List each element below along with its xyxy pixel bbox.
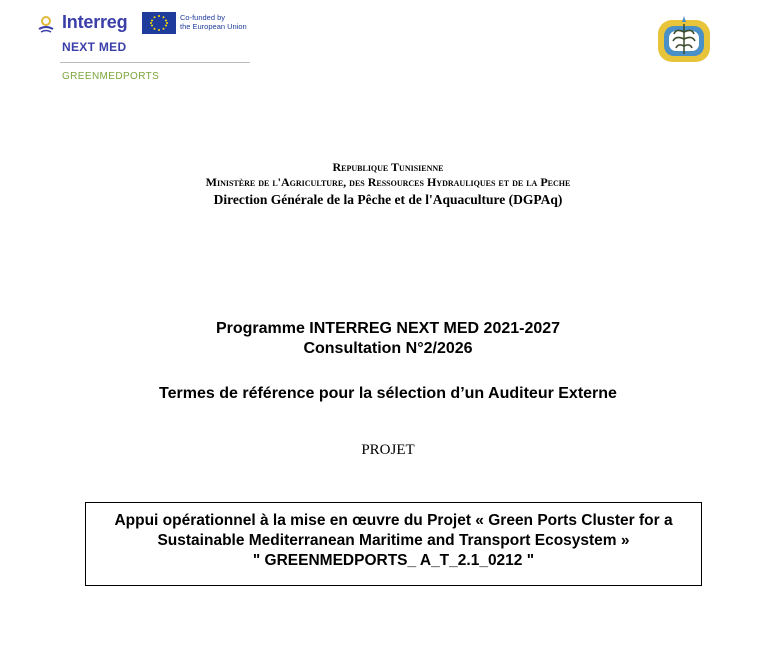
interreg-logo [36, 10, 256, 90]
project-box-line1: Appui opérationnel à la mise en œuvre du Projet « Green Ports Cluster for a [114, 512, 673, 529]
project-box-line2: Sustainable Mediterranean Maritime and Transport Ecosystem » [157, 532, 630, 549]
interreg-brand: Interreg [62, 12, 128, 32]
greenmedports-tag: GREENMEDPORTS [62, 71, 160, 82]
interreg-spark-icon [36, 12, 56, 34]
header-logos [0, 0, 770, 100]
programme-title: Programme INTERREG NEXT MED 2021-2027 [215, 320, 561, 337]
ministry-title: Ministère de l'Agriculture, des Ressources Hydrauliques et de la Peche [205, 175, 571, 189]
next-med-label: NEXT MED [62, 40, 127, 54]
eu-text-line2: the European Union [180, 22, 247, 31]
government-heading [0, 160, 770, 209]
directorate-title: Direction Générale de la Pêche et de l'Aquaculture (DGPAq) [213, 192, 563, 207]
project-box-line3: " GREENMEDPORTS_ A_T_2.1_0212 " [252, 552, 535, 569]
dgpaq-logo-icon [652, 10, 716, 66]
terms-of-reference-title: Termes de référence pour la sélection d’un Auditeur Externe [159, 385, 617, 402]
consultation-number: Consultation N°2/2026 [303, 340, 473, 357]
project-title-box [85, 502, 702, 586]
logo-divider [60, 62, 250, 63]
projet-label: PROJET [361, 442, 415, 458]
eu-cofunded-text [180, 13, 247, 31]
programme-heading [0, 319, 770, 359]
eu-flag-icon [142, 12, 176, 34]
republic-title: Republique Tunisienne [332, 160, 444, 174]
eu-text-line1: Co-funded by [180, 13, 226, 22]
